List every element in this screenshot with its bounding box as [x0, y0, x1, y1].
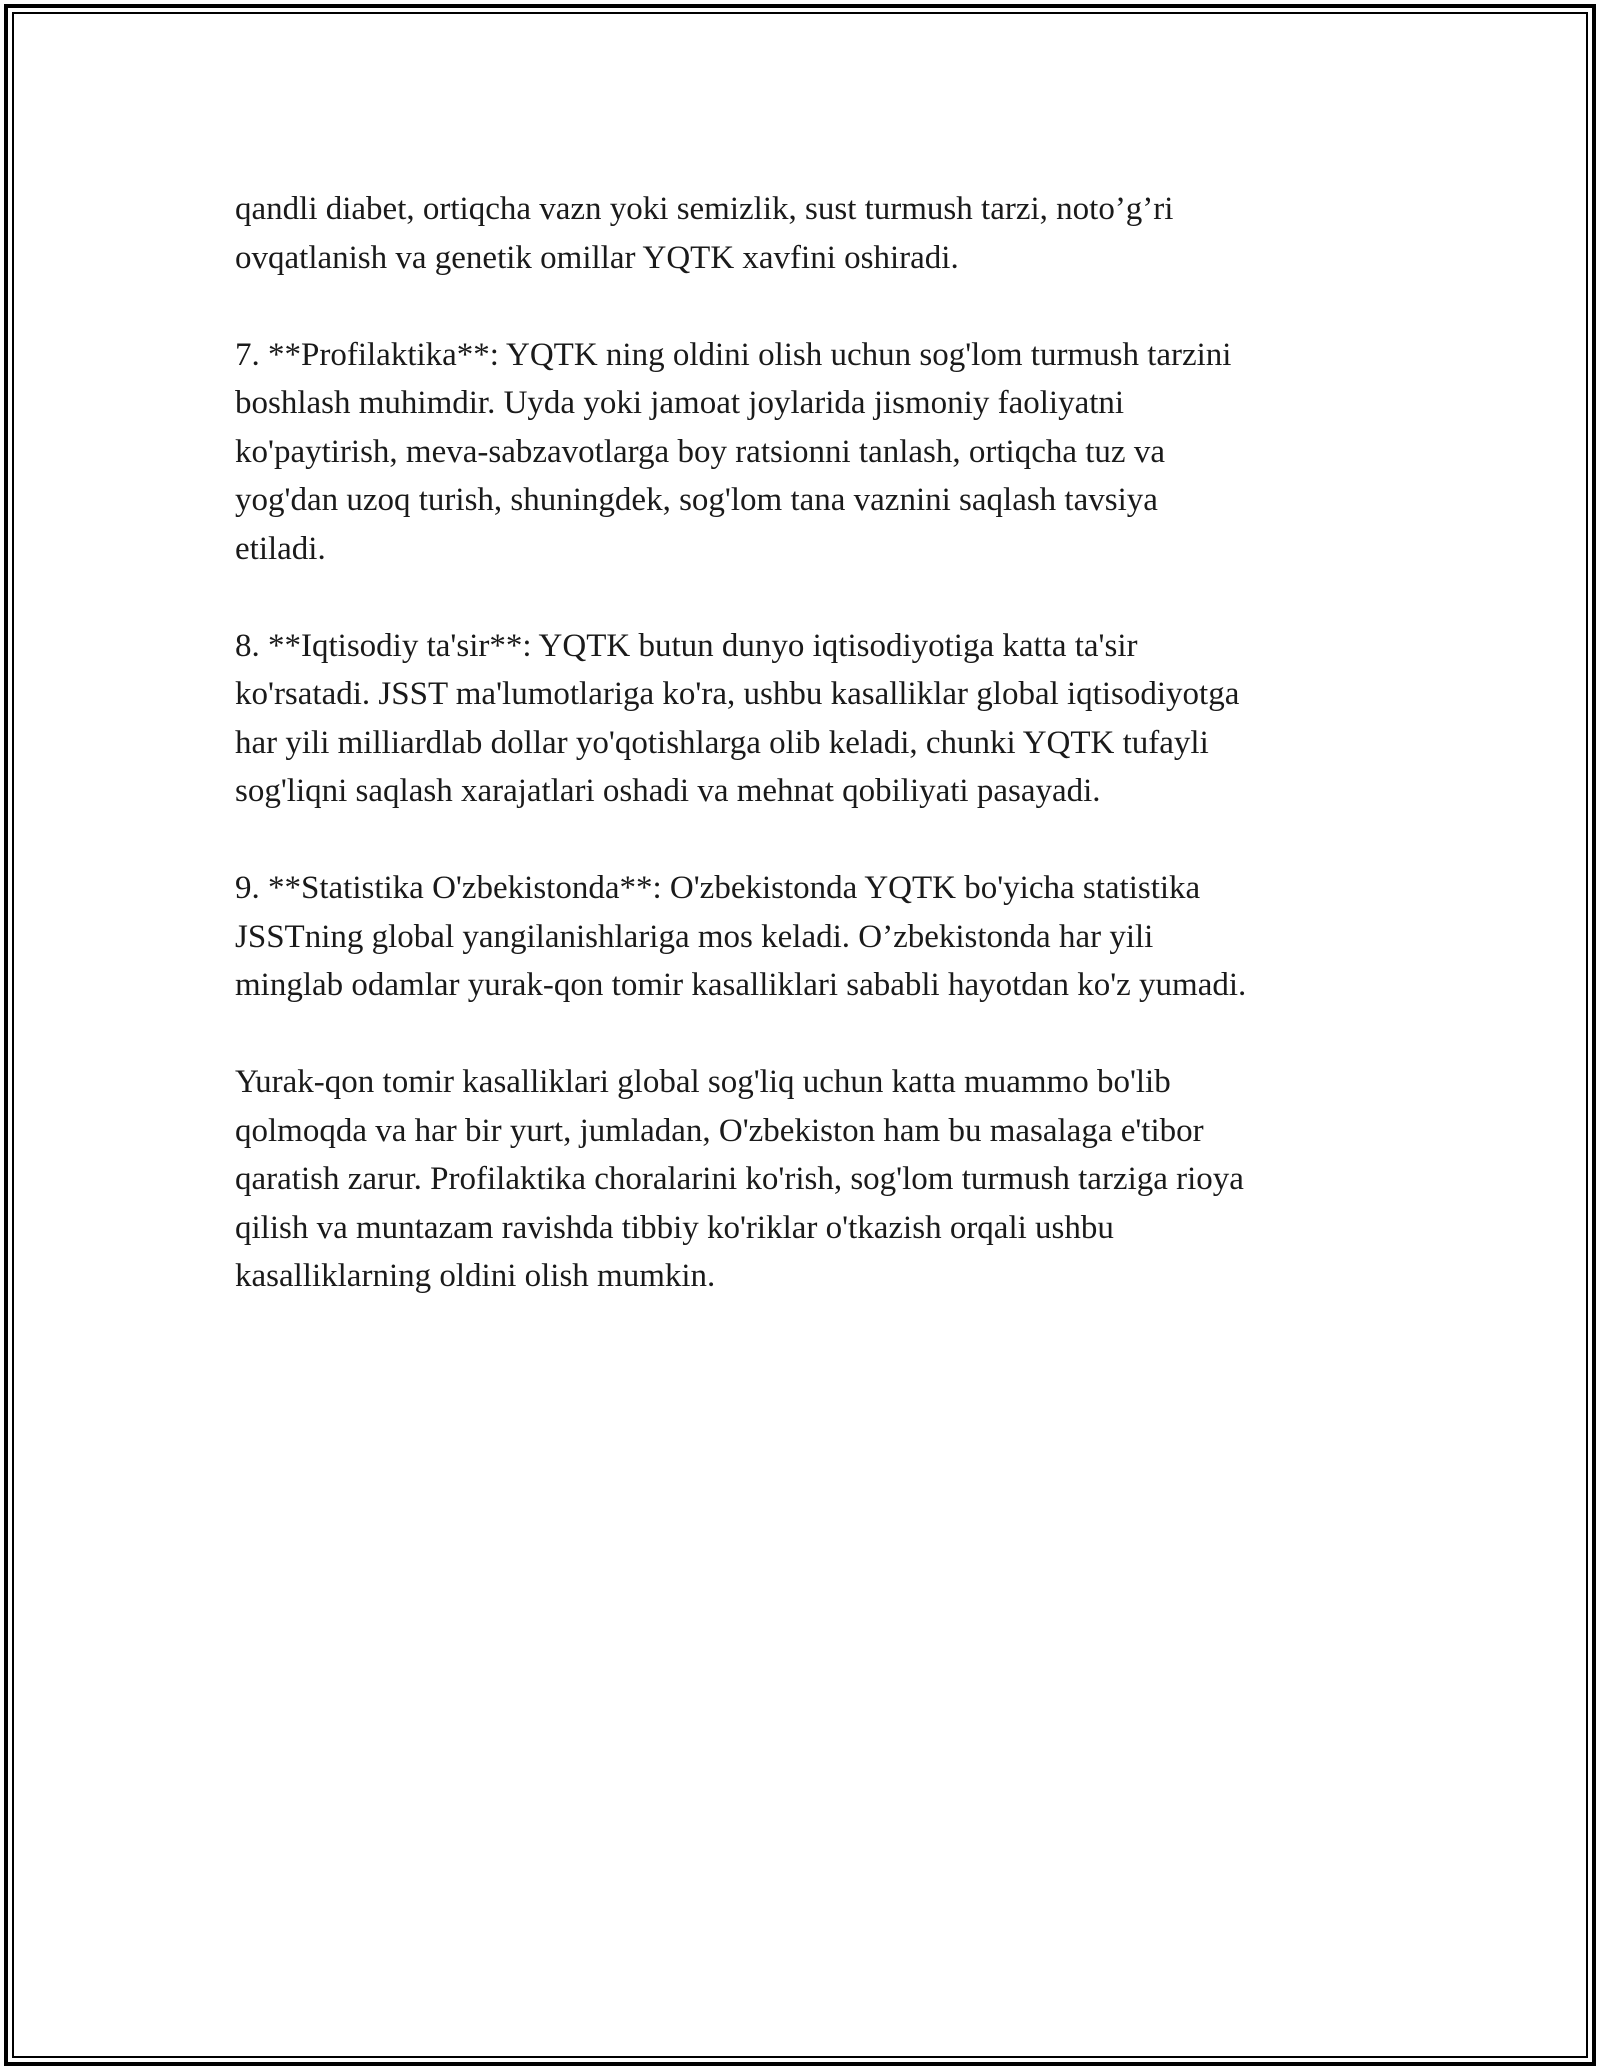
paragraph-risk-factors: qandli diabet, ortiqcha vazn yoki semizlik, sust turmush tarzi, noto’g’ri ovqatlanish va genetik omillar YQTK xavfini oshiradi.	[235, 191, 1174, 276]
paragraph-uzbekistan-statistics: 9. **Statistika O'zbekistonda**: O'zbekistonda YQTK bo'yicha statistika JSSTning global yangilanishlariga mos keladi. O’zbekistonda har yili minglab odamlar yurak-qon tomir kasalliklari sababli hayotdan ko'z yumadi.	[235, 870, 1247, 1003]
paragraph-economic-impact: 8. **Iqtisodiy ta'sir**: YQTK butun dunyo iqtisodiyotiga katta ta'sir ko'rsatadi. JSST ma'lumotlariga ko'ra, ushbu kasalliklar global iqtisodiyotga har yili milliardlab dollar yo'qotishlarga olib keladi, chunki YQTK tufayli sog'liqni saqlash xarajatlari oshadi va mehnat qobiliyati pasayadi.	[235, 627, 1240, 809]
paragraph-prevention: 7. **Profilaktika**: YQTK ning oldini olish uchun sog'lom turmush tarzini boshlash muhimdir. Uyda yoki jamoat joylarida jismoniy faoliyatni ko'paytirish, meva-sabzavotlarga boy ratsionni tanlash, ortiqcha tuz va yog'dan uzoq turish, shuningdek, sog'lom tana vaznini saqlash tavsiya etiladi.	[235, 336, 1232, 567]
paragraph-conclusion: Yurak-qon tomir kasalliklari global sog'liq uchun katta muammo bo'lib qolmoqda va har bir yurt, jumladan, O'zbekiston ham bu masalaga e'tibor qaratish zarur. Profilaktika choralarini ko'rish, sog'lom turmush tarziga rioya qilish va muntazam ravishda tibbiy ko'riklar o'tkazish orqali ushbu kasalliklarning oldini olish mumkin.	[235, 1064, 1244, 1294]
document-body	[235, 185, 1375, 1349]
